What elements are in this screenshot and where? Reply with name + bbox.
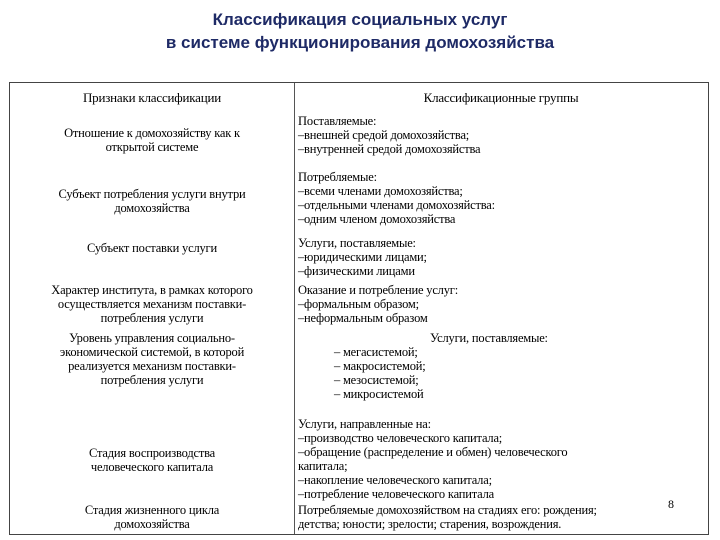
group-line: – макросистемой; bbox=[334, 359, 426, 373]
table-row bbox=[10, 169, 708, 233]
criterion-line: экономической системой, в которой bbox=[59, 345, 245, 359]
table-row bbox=[10, 417, 708, 503]
group-line: капитала; bbox=[298, 459, 348, 473]
criterion-cell bbox=[10, 233, 294, 283]
group-line: –физическими лицами bbox=[298, 264, 415, 278]
groups-cell bbox=[298, 233, 704, 286]
group-line: Потребляемые: bbox=[298, 170, 377, 184]
header-groups-label: Классификационные группы bbox=[423, 90, 579, 105]
title-line-1: Классификация социальных услуг bbox=[212, 10, 508, 29]
group-line: Потребляемые домохозяйством на стадиях его: рождения; bbox=[298, 503, 597, 517]
group-line: –внешней средой домохозяйства; bbox=[298, 128, 470, 142]
groups-cell bbox=[298, 169, 704, 234]
criterion-cell bbox=[10, 331, 294, 411]
group-line: –всеми членами домохозяйства; bbox=[298, 184, 463, 198]
page-number: 8 bbox=[668, 497, 674, 511]
group-line: –одним членом домохозяйства bbox=[298, 212, 456, 226]
criterion-line: открытой системе bbox=[105, 140, 199, 154]
table-row bbox=[10, 283, 708, 329]
groups-cell bbox=[298, 417, 704, 503]
criterion-cell bbox=[10, 417, 294, 503]
group-line: Услуги, направленные на: bbox=[298, 417, 431, 431]
group-line: Поставляемые: bbox=[298, 114, 377, 128]
group-line: –потребление человеческого капитала bbox=[298, 487, 494, 501]
classification-table bbox=[9, 82, 709, 535]
criterion-line: Субъект потребления услуги внутри bbox=[58, 187, 246, 201]
group-line: – мегасистемой; bbox=[334, 345, 418, 359]
group-heading: Услуги, поставляемые: bbox=[430, 331, 548, 345]
group-line: детства; юности; зрелости; старения, возрождения. bbox=[298, 517, 562, 531]
group-line: – мезосистемой; bbox=[334, 373, 419, 387]
groups-cell bbox=[298, 283, 704, 329]
criterion-line: Уровень управления социально- bbox=[69, 331, 235, 345]
criterion-line: потребления услуги bbox=[100, 373, 204, 387]
criterion-line: Стадия жизненного цикла bbox=[84, 503, 220, 517]
criterion-line: потребления услуги bbox=[100, 311, 204, 325]
groups-cell bbox=[298, 501, 704, 535]
header-groups bbox=[298, 85, 704, 111]
group-line: –производство человеческого капитала; bbox=[298, 431, 503, 445]
group-line: –внутренней средой домохозяйства bbox=[298, 142, 481, 156]
group-line: –обращение (распределение и обмен) человеческого bbox=[298, 445, 568, 459]
group-line: –формальным образом; bbox=[298, 297, 419, 311]
criterion-line: Характер института, в рамках которого bbox=[51, 283, 253, 297]
group-line: Услуги, поставляемые: bbox=[298, 236, 416, 250]
group-line: –неформальным образом bbox=[298, 311, 428, 325]
criterion-line: осуществляется механизм поставки- bbox=[57, 297, 247, 311]
header-criteria-label: Признаки классификации bbox=[82, 90, 222, 105]
table-row bbox=[10, 111, 708, 169]
group-line: Оказание и потребление услуг: bbox=[298, 283, 458, 297]
slide-title bbox=[0, 8, 720, 54]
criterion-cell bbox=[10, 169, 294, 233]
criterion-line: Стадия воспроизводства bbox=[89, 446, 215, 460]
group-line: –юридическими лицами; bbox=[298, 250, 427, 264]
criterion-line: реализуется механизм поставки- bbox=[68, 359, 236, 373]
criterion-cell bbox=[10, 283, 294, 329]
table-row bbox=[10, 233, 708, 283]
group-line: –отдельными членами домохозяйства: bbox=[298, 198, 495, 212]
table-row bbox=[10, 501, 708, 533]
group-line: –накопление человеческого капитала; bbox=[298, 473, 492, 487]
criterion-line: домохозяйства bbox=[114, 201, 190, 215]
criterion-line: Отношение к домохозяйству как к bbox=[64, 126, 240, 140]
criterion-cell bbox=[10, 501, 294, 533]
criterion-line: домохозяйства bbox=[114, 517, 190, 531]
group-line: – микросистемой bbox=[334, 387, 424, 401]
title-line-2: в системе функционирования домохозяйства bbox=[165, 33, 555, 52]
groups-cell bbox=[298, 331, 704, 411]
criterion-line: человеческого капитала bbox=[90, 460, 214, 474]
groups-cell bbox=[298, 111, 704, 172]
criterion-cell bbox=[10, 111, 294, 169]
header-criteria bbox=[10, 85, 294, 111]
criterion-line: Субъект поставки услуги bbox=[87, 241, 217, 255]
table-header-row bbox=[10, 85, 708, 111]
table-row bbox=[10, 331, 708, 411]
